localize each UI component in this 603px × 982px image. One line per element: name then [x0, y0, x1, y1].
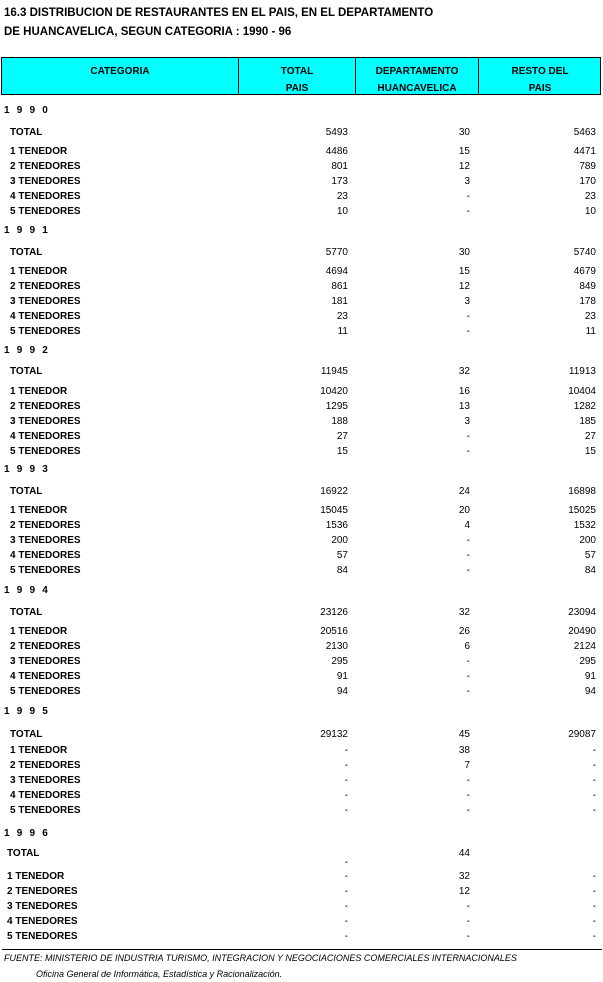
row-label: 4 TENEDORES	[10, 671, 81, 682]
row-label: 2 TENEDORES	[10, 281, 81, 292]
header-departamento: DEPARTAMENTO HUANCAVELICA	[375, 66, 459, 94]
header-total-pais: TOTAL PAIS	[280, 66, 314, 94]
total-pais-value: 91	[336, 671, 348, 682]
departamento-value: -	[466, 550, 470, 561]
total-pais-value: 57	[336, 550, 348, 561]
row-label: 4 TENEDORES	[10, 431, 81, 442]
row-label: 5 TENEDORES	[10, 686, 81, 697]
resto-pais-value: -	[592, 805, 596, 816]
resto-pais-value: 295	[579, 656, 596, 667]
resto-pais-value: 185	[579, 416, 596, 427]
departamento-value: -	[466, 206, 470, 217]
departamento-value: 12	[458, 161, 470, 172]
row-label: 5 TENEDORES	[10, 326, 81, 337]
departamento-value: -	[466, 431, 470, 442]
departamento-value: -	[466, 931, 470, 942]
total-pais-value: 23	[336, 191, 348, 202]
row-label: 3 TENEDORES	[10, 296, 81, 307]
resto-pais-value: 11	[585, 326, 596, 337]
row-label: 2 TENEDORES	[10, 161, 81, 172]
departamento-value: 32	[458, 366, 470, 377]
total-pais-value: 84	[336, 565, 348, 576]
year-heading: 1 9 9 2	[4, 345, 50, 356]
row-label: TOTAL	[10, 247, 43, 258]
row-label: 4 TENEDORES	[10, 311, 81, 322]
total-pais-value: 29132	[320, 729, 348, 740]
resto-pais-value: -	[592, 871, 596, 882]
total-pais-value: 11	[337, 326, 348, 337]
total-pais-value: 20516	[320, 626, 348, 637]
total-pais-value: 861	[331, 281, 348, 292]
resto-pais-value: 29087	[568, 729, 596, 740]
row-label: 1 TENEDOR	[10, 266, 68, 277]
row-label: 1 TENEDOR	[10, 626, 68, 637]
resto-pais-value: 200	[579, 535, 596, 546]
total-pais-value: -	[344, 805, 348, 816]
total-pais-value: 188	[331, 416, 348, 427]
departamento-value: -	[466, 446, 470, 457]
title-line-2: DE HUANCAVELICA, SEGUN CATEGORIA : 1990 - 96	[4, 26, 292, 38]
departamento-value: -	[466, 326, 470, 337]
departamento-value: 44	[458, 848, 470, 859]
total-pais-value: 173	[331, 176, 348, 187]
row-label: TOTAL	[10, 486, 43, 497]
row-label: 5 TENEDORES	[10, 805, 81, 816]
resto-pais-value: 23	[584, 191, 596, 202]
departamento-value: -	[466, 565, 470, 576]
departamento-value: 4	[464, 520, 470, 531]
row-label: 1 TENEDOR	[10, 745, 68, 756]
total-pais-value: 4694	[325, 266, 348, 277]
row-label: 2 TENEDORES	[10, 760, 81, 771]
row-label: TOTAL	[10, 729, 43, 740]
row-label: 4 TENEDORES	[10, 790, 81, 801]
departamento-value: 24	[458, 486, 470, 497]
total-pais-value: 801	[331, 161, 348, 172]
total-pais-value: -	[344, 931, 348, 942]
row-label: TOTAL	[10, 607, 43, 618]
row-label: 4 TENEDORES	[7, 916, 78, 927]
year-heading: 1 9 9 6	[4, 828, 50, 839]
header-categoria: CATEGORIA	[90, 66, 150, 77]
row-label: TOTAL	[10, 366, 43, 377]
row-label: 3 TENEDORES	[7, 901, 78, 912]
resto-pais-value: 11913	[568, 366, 596, 377]
departamento-value: 3	[464, 176, 470, 187]
resto-pais-value: -	[592, 916, 596, 927]
total-pais-value: 295	[331, 656, 348, 667]
total-pais-value: 181	[331, 296, 348, 307]
resto-pais-value: -	[592, 901, 596, 912]
total-pais-value: 15045	[320, 505, 348, 516]
departamento-value: -	[466, 775, 470, 786]
year-heading: 1 9 9 1	[4, 225, 50, 236]
total-pais-value: 27	[336, 431, 348, 442]
total-pais-value: -	[344, 871, 348, 882]
row-label: 4 TENEDORES	[10, 550, 81, 561]
total-pais-value: 2130	[325, 641, 348, 652]
departamento-value: -	[466, 686, 470, 697]
row-label: 3 TENEDORES	[10, 176, 81, 187]
resto-pais-value: 84	[584, 565, 596, 576]
resto-pais-value: 23	[584, 311, 596, 322]
resto-pais-value: 4679	[573, 266, 596, 277]
total-pais-value: -	[344, 916, 348, 927]
resto-pais-value: 4471	[573, 146, 596, 157]
departamento-value: 30	[458, 127, 470, 138]
resto-pais-value: 789	[579, 161, 596, 172]
header-resto-pais: RESTO DEL PAIS	[511, 66, 569, 94]
departamento-value: 30	[458, 247, 470, 258]
total-pais-value: 10420	[320, 386, 348, 397]
year-heading: 1 9 9 0	[4, 105, 50, 116]
resto-pais-value: 91	[584, 671, 596, 682]
resto-pais-value: 15	[584, 446, 596, 457]
departamento-value: 7	[464, 760, 470, 771]
resto-pais-value: 20490	[568, 626, 596, 637]
row-label: 1 TENEDOR	[10, 386, 68, 397]
total-pais-value: 5493	[325, 127, 348, 138]
resto-pais-value: 1532	[573, 520, 596, 531]
row-label: 1 TENEDOR	[10, 146, 68, 157]
departamento-value: -	[466, 656, 470, 667]
table-header	[1, 57, 601, 95]
total-pais-value: 16922	[320, 486, 348, 497]
departamento-value: -	[466, 790, 470, 801]
resto-pais-value: -	[592, 745, 596, 756]
departamento-value: 3	[464, 416, 470, 427]
row-label: 2 TENEDORES	[10, 520, 81, 531]
row-label: 3 TENEDORES	[10, 656, 81, 667]
total-pais-value: 200	[331, 535, 348, 546]
total-pais-value: 10	[336, 206, 348, 217]
title-line-1: 16.3 DISTRIBUCION DE RESTAURANTES EN EL PAIS, EN EL DEPARTAMENTO	[4, 7, 434, 19]
resto-pais-value: 170	[579, 176, 596, 187]
row-label: 5 TENEDORES	[10, 565, 81, 576]
departamento-value: -	[466, 191, 470, 202]
row-label: 5 TENEDORES	[10, 206, 81, 217]
total-pais-value: 11945	[320, 366, 348, 377]
source-note: FUENTE: MINISTERIO DE INDUSTRIA TURISMO, INTEGRACION Y NEGOCIACIONES COMERCIALES INTERNACIONALES	[4, 953, 517, 963]
total-pais-value: -	[344, 901, 348, 912]
total-pais-value: -	[344, 760, 348, 771]
total-pais-value: -	[344, 775, 348, 786]
total-pais-value: 23126	[320, 607, 348, 618]
departamento-value: -	[466, 805, 470, 816]
departamento-value: -	[466, 671, 470, 682]
row-label: 2 TENEDORES	[10, 641, 81, 652]
row-label: 5 TENEDORES	[10, 446, 81, 457]
departamento-value: 26	[458, 626, 470, 637]
total-pais-value: -	[344, 790, 348, 801]
total-pais-value: 4486	[325, 146, 348, 157]
total-pais-value: -	[344, 857, 348, 868]
resto-pais-value: 5463	[573, 127, 596, 138]
departamento-value: 16	[458, 386, 470, 397]
row-label: 2 TENEDORES	[7, 886, 78, 897]
departamento-value: 13	[458, 401, 470, 412]
departamento-value: 6	[464, 641, 470, 652]
departamento-value: 15	[458, 266, 470, 277]
resto-pais-value: 16898	[568, 486, 596, 497]
resto-pais-value: 849	[579, 281, 596, 292]
row-label: TOTAL	[7, 848, 40, 859]
resto-pais-value: 94	[584, 686, 596, 697]
year-heading: 1 9 9 5	[4, 706, 50, 717]
departamento-value: -	[466, 311, 470, 322]
resto-pais-value: -	[592, 931, 596, 942]
departamento-value: 45	[458, 729, 470, 740]
resto-pais-value: -	[592, 760, 596, 771]
row-label: 3 TENEDORES	[10, 416, 81, 427]
row-label: 2 TENEDORES	[10, 401, 81, 412]
total-pais-value: -	[344, 886, 348, 897]
total-pais-value: 94	[336, 686, 348, 697]
departamento-value: -	[466, 916, 470, 927]
resto-pais-value: 1282	[573, 401, 596, 412]
departamento-value: 12	[458, 281, 470, 292]
row-label: 3 TENEDORES	[10, 535, 81, 546]
row-label: 1 TENEDOR	[7, 871, 65, 882]
row-label: TOTAL	[10, 127, 43, 138]
total-pais-value: 23	[336, 311, 348, 322]
departamento-value: -	[466, 535, 470, 546]
total-pais-value: 5770	[325, 247, 348, 258]
total-pais-value: 15	[336, 446, 348, 457]
resto-pais-value: -	[592, 790, 596, 801]
departamento-value: 3	[464, 296, 470, 307]
resto-pais-value: 27	[584, 431, 596, 442]
resto-pais-value: 23094	[568, 607, 596, 618]
resto-pais-value: 2124	[573, 641, 596, 652]
total-pais-value: 1536	[325, 520, 348, 531]
departamento-value: -	[466, 901, 470, 912]
resto-pais-value: 57	[584, 550, 596, 561]
departamento-value: 32	[458, 871, 470, 882]
departamento-value: 32	[458, 607, 470, 618]
row-label: 5 TENEDORES	[7, 931, 78, 942]
total-pais-value: -	[344, 745, 348, 756]
row-label: 3 TENEDORES	[10, 775, 81, 786]
row-label: 1 TENEDOR	[10, 505, 68, 516]
resto-pais-value: 178	[579, 296, 596, 307]
footer-divider	[2, 949, 602, 950]
row-label: 4 TENEDORES	[10, 191, 81, 202]
source-office: Oficina General de Informática, Estadística y Racionalización.	[36, 969, 283, 979]
departamento-value: 15	[458, 146, 470, 157]
resto-pais-value: 15025	[568, 505, 596, 516]
departamento-value: 12	[458, 886, 470, 897]
resto-pais-value: 10	[584, 206, 596, 217]
year-heading: 1 9 9 3	[4, 464, 50, 475]
departamento-value: 38	[458, 745, 470, 756]
resto-pais-value: 5740	[573, 247, 596, 258]
resto-pais-value: -	[592, 775, 596, 786]
year-heading: 1 9 9 4	[4, 585, 50, 596]
resto-pais-value: 10404	[568, 386, 596, 397]
total-pais-value: 1295	[325, 401, 348, 412]
resto-pais-value: -	[592, 886, 596, 897]
departamento-value: 20	[458, 505, 470, 516]
